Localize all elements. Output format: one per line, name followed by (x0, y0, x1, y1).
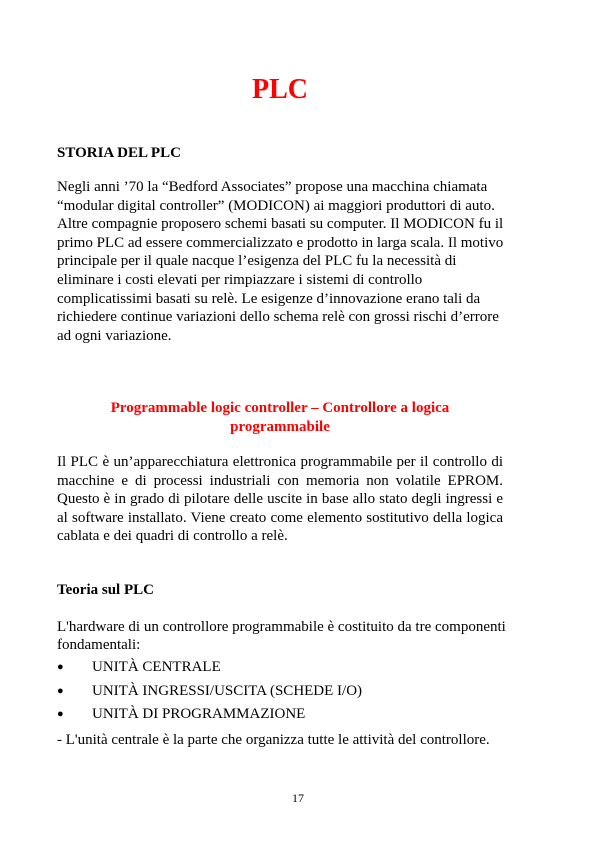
history-line: richiedere continue variazioni dello schema relè con grossi rischi d’errore (57, 309, 499, 326)
list-item (57, 705, 542, 729)
bullet-icon: ● (57, 661, 64, 673)
history-line: “modular digital controller” (MODICON) ai maggiori produttori di auto. (57, 197, 495, 214)
component-label: UNITÀ DI PROGRAMMAZIONE (92, 706, 306, 722)
history-line: ad ogni variazione. (57, 327, 172, 344)
history-paragraph (57, 178, 542, 345)
history-line: Altre compagnie proposero schemi basati su computer. Il MODICON fu il (57, 216, 504, 233)
history-line: primo PLC ad essere commercializzato e prodotto in larga scala. Il motivo (57, 234, 504, 251)
page-number: 17 (292, 791, 304, 805)
component-label: UNITÀ CENTRALE (92, 659, 221, 675)
history-line: complicatissimi basati su relè. Le esigenze d’innovazione erano tali da (57, 290, 481, 307)
definition-heading (0, 399, 560, 437)
history-line: eliminare i costi elevati per rimpiazzare i sistemi di controllo (57, 271, 423, 288)
definition-heading-line2: programmabile (230, 419, 330, 435)
theory-intro-line2: fondamentali: (57, 637, 141, 653)
bullet-icon: ● (57, 708, 64, 720)
definition-paragraph: Il PLC è un’apparecchiatura elettronica programmabile per il controllo di macchine e di processi industriali con memoria non volatile EPROM. Questo è in grado di pilotare delle uscite in base allo stato degli ingressi e al software installato. Viene creato come elemento sostitutivo della logica cablata e dei quadri di controllo a relè. (57, 454, 503, 545)
components-list (57, 658, 542, 729)
theory-heading: Teoria sul PLC (57, 582, 154, 598)
theory-intro-line1: L'hardware di un controllore programmabile è costituito da tre componenti (57, 619, 506, 635)
history-line: principale per il quale nacque l’esigenza del PLC fu la necessità di (57, 253, 457, 270)
history-line: Negli anni ’70 la “Bedford Associates” propose una macchina chiamata (57, 179, 488, 195)
bullet-icon: ● (57, 684, 64, 697)
definition-heading-line1: Programmable logic controller – Controllore a logica (110, 400, 450, 416)
history-heading: STORIA DEL PLC (57, 145, 181, 161)
page-title: PLC (252, 74, 308, 105)
list-item (57, 682, 542, 706)
theory-closing: - L'unità centrale è la parte che organizza tutte le attività del controllore. (57, 732, 490, 748)
list-item (57, 658, 542, 682)
component-label: UNITÀ INGRESSI/USCITA (SCHEDE I/O) (92, 682, 363, 699)
